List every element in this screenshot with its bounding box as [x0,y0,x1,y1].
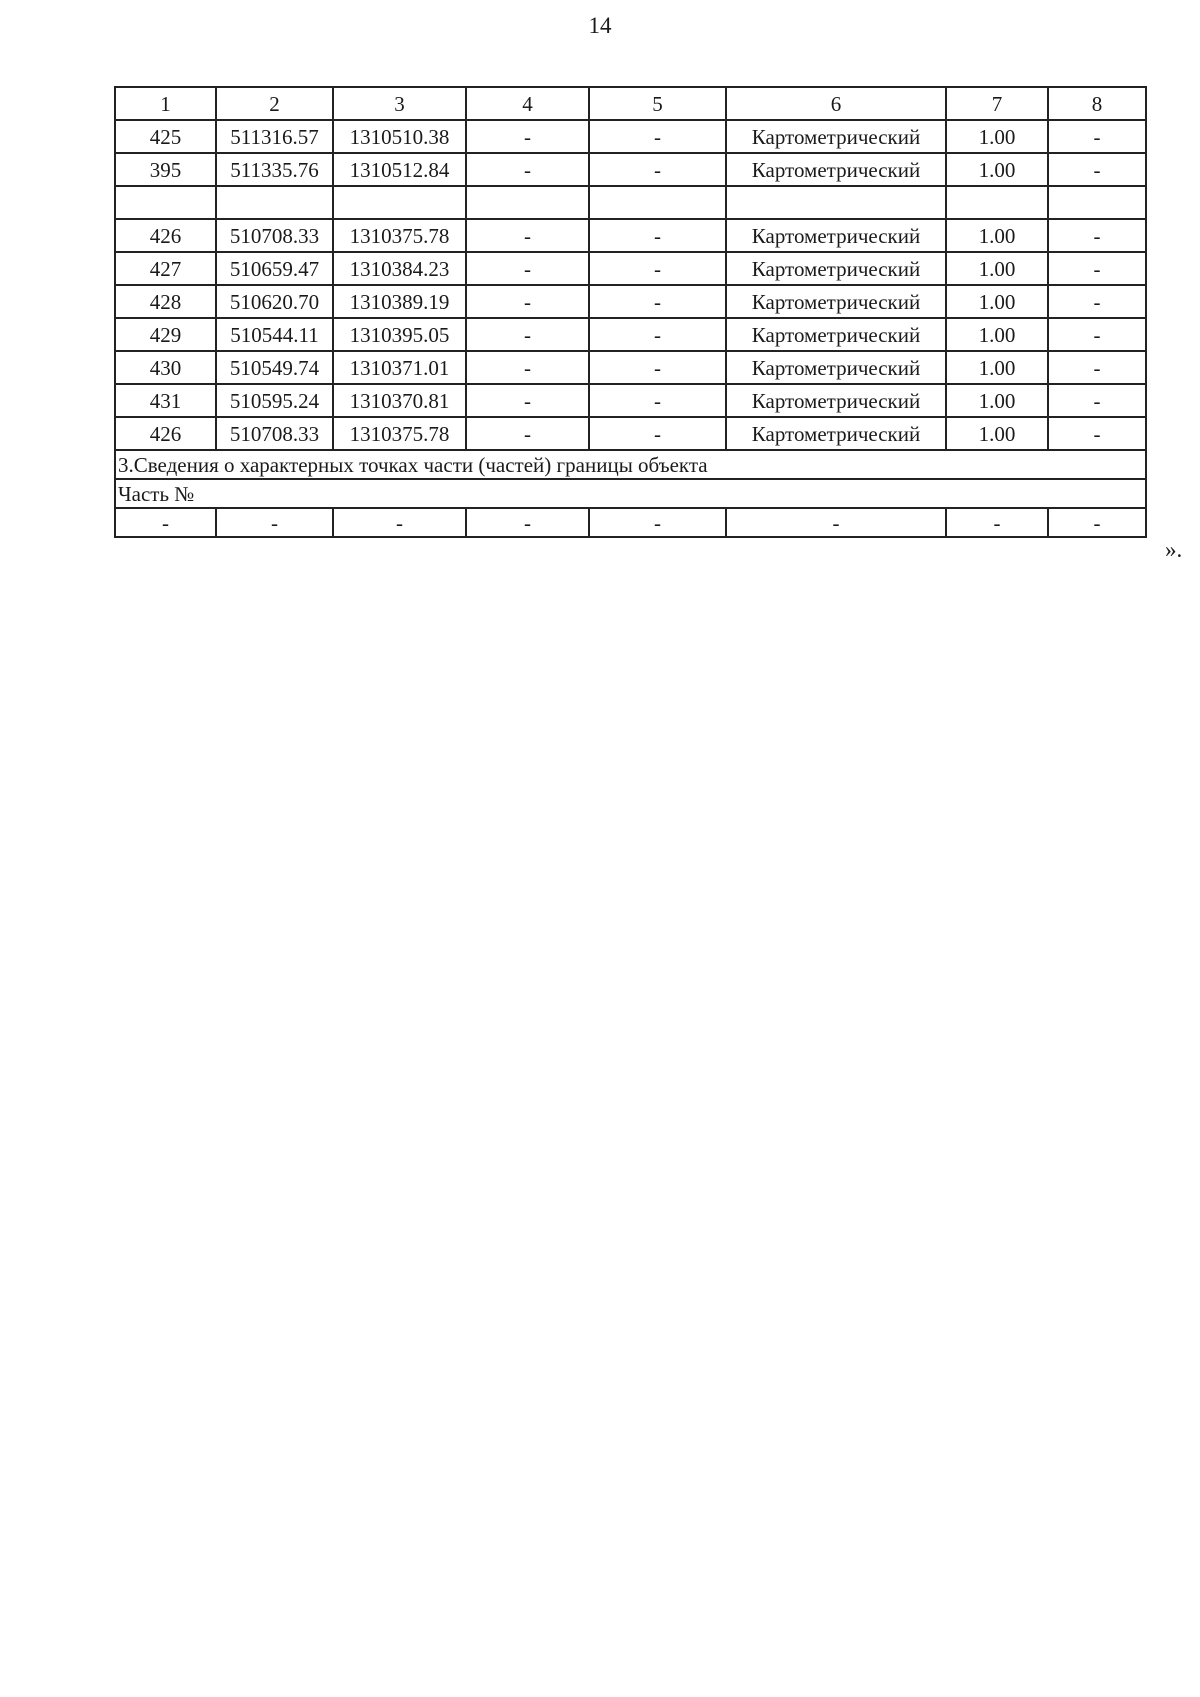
dash-cell: - [946,508,1048,537]
y-coordinate-cell: 1310371.01 [333,351,466,384]
empty-cell [333,186,466,219]
method-cell: Картометрический [726,219,946,252]
x-coordinate-cell: 510549.74 [216,351,333,384]
method-cell: Картометрический [726,252,946,285]
accuracy-cell: 1.00 [946,417,1048,450]
column-4-cell: - [466,417,589,450]
empty-separator-row [115,186,1146,219]
method-cell: Картометрический [726,285,946,318]
column-5-cell: - [589,219,726,252]
point-number-cell: 430 [115,351,216,384]
point-number-cell: 426 [115,219,216,252]
column-5-cell: - [589,153,726,186]
column-5-cell: - [589,252,726,285]
y-coordinate-cell: 1310510.38 [333,120,466,153]
dash-cell: - [333,508,466,537]
column-4-cell: - [466,384,589,417]
accuracy-cell: 1.00 [946,153,1048,186]
column-8-cell: - [1048,219,1146,252]
coordinates-table-wrapper [114,86,1147,538]
method-cell: Картометрический [726,417,946,450]
column-5-cell: - [589,318,726,351]
table-row [115,384,1146,417]
coordinates-table [114,86,1147,538]
method-cell: Картометрический [726,351,946,384]
y-coordinate-cell: 1310375.78 [333,417,466,450]
point-number-cell: 427 [115,252,216,285]
x-coordinate-cell: 510544.11 [216,318,333,351]
table-row [115,508,1146,537]
y-coordinate-cell: 1310370.81 [333,384,466,417]
y-coordinate-cell: 1310389.19 [333,285,466,318]
column-4-cell: - [466,120,589,153]
dash-cell: - [466,508,589,537]
point-number-cell: 395 [115,153,216,186]
accuracy-cell: 1.00 [946,252,1048,285]
accuracy-cell: 1.00 [946,219,1048,252]
column-5-cell: - [589,285,726,318]
part-label: Часть № [115,479,1146,508]
empty-cell [216,186,333,219]
column-8-cell: - [1048,417,1146,450]
method-cell: Картометрический [726,384,946,417]
y-coordinate-cell: 1310512.84 [333,153,466,186]
x-coordinate-cell: 510659.47 [216,252,333,285]
empty-cell [946,186,1048,219]
point-number-cell: 428 [115,285,216,318]
accuracy-cell: 1.00 [946,285,1048,318]
dash-cell: - [216,508,333,537]
table-header-row [115,87,1146,120]
column-4-cell: - [466,285,589,318]
point-number-cell: 431 [115,384,216,417]
column-8-cell: - [1048,153,1146,186]
dash-cell: - [589,508,726,537]
column-8-cell: - [1048,252,1146,285]
y-coordinate-cell: 1310384.23 [333,252,466,285]
column-5-cell: - [589,351,726,384]
table-row [115,318,1146,351]
column-5-cell: - [589,417,726,450]
table-row [115,252,1146,285]
header-cell: 3 [333,87,466,120]
empty-cell [589,186,726,219]
x-coordinate-cell: 510708.33 [216,219,333,252]
method-cell: Картометрический [726,120,946,153]
accuracy-cell: 1.00 [946,120,1048,153]
point-number-cell: 426 [115,417,216,450]
column-4-cell: - [466,252,589,285]
header-cell: 6 [726,87,946,120]
column-8-cell: - [1048,318,1146,351]
header-cell: 2 [216,87,333,120]
column-5-cell: - [589,120,726,153]
header-cell: 1 [115,87,216,120]
section-title: 3.Сведения о характерных точках части (частей) границы объекта [115,450,1146,479]
page-number: 14 [588,13,612,38]
y-coordinate-cell: 1310395.05 [333,318,466,351]
header-cell: 4 [466,87,589,120]
point-number-cell: 429 [115,318,216,351]
x-coordinate-cell: 510595.24 [216,384,333,417]
accuracy-cell: 1.00 [946,318,1048,351]
table-row [115,219,1146,252]
point-number-cell: 425 [115,120,216,153]
column-8-cell: - [1048,120,1146,153]
column-4-cell: - [466,318,589,351]
method-cell: Картометрический [726,153,946,186]
empty-cell [115,186,216,219]
table-row [115,285,1146,318]
closing-quote-mark: ». [1165,537,1183,562]
table-row [115,417,1146,450]
column-8-cell: - [1048,351,1146,384]
header-cell: 7 [946,87,1048,120]
header-cell: 5 [589,87,726,120]
x-coordinate-cell: 511316.57 [216,120,333,153]
empty-cell [466,186,589,219]
dash-cell: - [115,508,216,537]
column-4-cell: - [466,219,589,252]
header-cell: 8 [1048,87,1146,120]
dash-cell: - [726,508,946,537]
column-4-cell: - [466,153,589,186]
table-row [115,153,1146,186]
column-8-cell: - [1048,285,1146,318]
x-coordinate-cell: 510620.70 [216,285,333,318]
dash-cell: - [1048,508,1146,537]
empty-cell [1048,186,1146,219]
column-5-cell: - [589,384,726,417]
empty-cell [726,186,946,219]
method-cell: Картометрический [726,318,946,351]
accuracy-cell: 1.00 [946,384,1048,417]
y-coordinate-cell: 1310375.78 [333,219,466,252]
x-coordinate-cell: 510708.33 [216,417,333,450]
accuracy-cell: 1.00 [946,351,1048,384]
column-4-cell: - [466,351,589,384]
table-row [115,120,1146,153]
column-8-cell: - [1048,384,1146,417]
part-label-row [115,479,1146,508]
table-row [115,351,1146,384]
section-title-row [115,450,1146,479]
x-coordinate-cell: 511335.76 [216,153,333,186]
